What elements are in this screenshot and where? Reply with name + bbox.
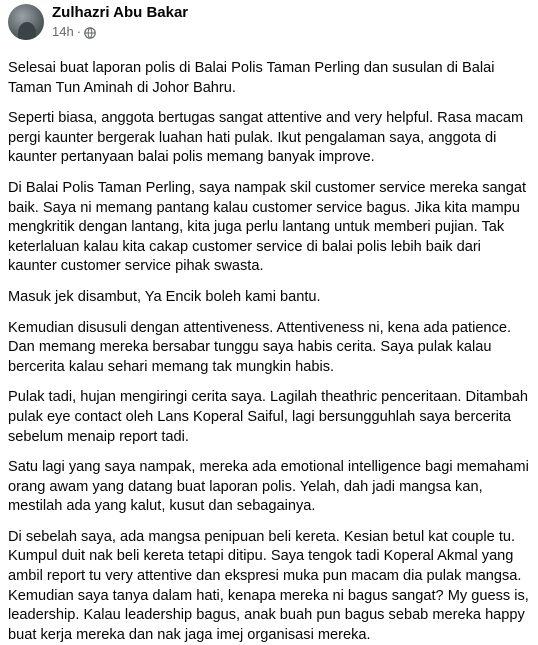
post-timestamp[interactable]: 14h xyxy=(52,24,74,39)
author-avatar[interactable] xyxy=(8,4,44,40)
post-paragraph: Selesai buat laporan polis di Balai Polis Taman Perling dan susulan di Balai Taman Tun Aminah di Johor Bahru. xyxy=(8,60,495,96)
post-paragraph: Masuk jek disambut, Ya Encik boleh kami bantu. xyxy=(8,288,321,305)
post-paragraph: Di Balai Polis Taman Perling, saya nampak skil customer service mereka sangat baik. Saya ni memang pantang kalau customer service bagus. Jika kita mampu mengkritik dengan lantang, kita juga perlu lantang untuk memberi pujian. Tak keterlaluan kalau kita cakap customer service di balai polis lebih baik dari kaunter customer service pihak swasta. xyxy=(8,179,527,275)
post-body xyxy=(8,59,530,645)
post-paragraph: Pulak tadi, hujan mengiringi cerita saya. Lagilah theathric penceritaan. Ditambah pulak eye contact oleh Lans Koperal Saiful, lagi bersungguhlah saya bercerita sebelum menaip report tadi. xyxy=(8,389,529,445)
post-paragraph: Kemudian disusuli dengan attentiveness. Attentiveness ni, kena ada patience. Dan memang mereka bersabar tunggu saya habis cerita. Saya pulak kalau bercerita kalau sehari memang tak mungkin habis. xyxy=(8,319,512,375)
post-paragraph: Satu lagi yang saya nampak, mereka ada emotional intelligence bagi memahami orang awam yang datang buat laporan polis. Yelah, dah jadi mangsa kan, mestilah ada yang kalut, kusut dan sebagainya. xyxy=(8,459,529,515)
separator-dot: · xyxy=(76,24,82,39)
post-subline xyxy=(52,23,188,41)
post-paragraph: Seperti biasa, anggota bertugas sangat attentive and very helpful. Rasa macam pergi kaunter bergerak luahan hati pulak. Ikut pengalaman saya, anggota di kaunter pertanyaan balai polis memang banyak improve. xyxy=(8,110,524,166)
globe-icon[interactable] xyxy=(84,26,96,38)
post-header xyxy=(8,0,530,49)
author-name[interactable]: Zulhazri Abu Bakar xyxy=(52,4,189,21)
post-paragraph: Di sebelah saya, ada mangsa penipuan beli kereta. Kesian betul kat couple tu. Kumpul duit nak beli kereta tetapi ditipu. Saya tengok tadi Koperal Akmal yang ambil report tu very attentive dan ekspresi muka pun macam dia pulak mangsa. Kemudian saya tanya dalam hati, kenapa mereka ni bagus sangat? My guess is, leadership. Kalau leadership bagus, anak buah pun bagus sebab mereka happy buat kerja mereka dan nak jaga imej organisasi mereka. xyxy=(8,528,529,643)
post-meta xyxy=(52,3,188,41)
